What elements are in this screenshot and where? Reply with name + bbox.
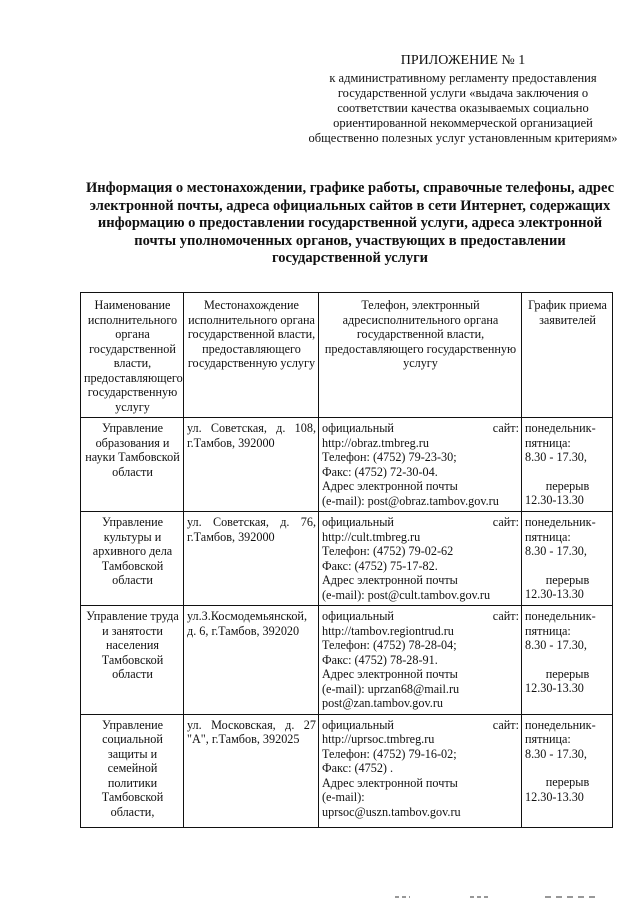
break-hours: 12.30-13.30 <box>525 681 584 695</box>
schedule-hours: 8.30 - 17.30, <box>525 638 587 652</box>
break-label: перерыв <box>545 572 590 587</box>
appendix-line: государственной услуги «выдача заключения о <box>337 86 589 100</box>
email-link-secondary[interactable]: post@zan.tambov.gov.ru <box>322 696 443 710</box>
site-label: официальный <box>322 609 394 623</box>
site-label: официальный <box>322 515 394 529</box>
appendix-line: соответствии качества оказываемых социально <box>337 101 589 115</box>
email-link-secondary[interactable]: uprsoc@uszn.tambov.gov.ru <box>322 804 461 819</box>
site-label: официальный <box>322 421 394 435</box>
break-hours: 12.30-13.30 <box>525 493 584 507</box>
table-row <box>81 418 613 512</box>
agency-schedule <box>522 512 613 606</box>
agency-address: ул. Московская, д. 27 "А", г.Тамбов, 392025 <box>184 714 319 827</box>
scan-edge-marks <box>0 895 640 899</box>
agency-schedule <box>522 418 613 512</box>
fax-text: Факс: (4752) 78-28-91. <box>322 652 438 667</box>
phone-text: Телефон: (4752) 78-28-04; <box>322 638 457 652</box>
schedule-days: понедельник-пятница: <box>525 421 596 450</box>
schedule-hours: 8.30 - 17.30, <box>525 450 587 464</box>
schedule-days: понедельник-пятница: <box>525 515 596 544</box>
appendix-header <box>298 52 628 146</box>
fax-text: Факс: (4752) . <box>322 761 394 775</box>
schedule-days: понедельник-пятница: <box>525 609 596 638</box>
document-title-line: государственной услуги <box>271 250 429 266</box>
break-label: перерыв <box>545 775 590 789</box>
document-title-line: информацию о предоставлении государственной услуги, адреса электронной <box>97 215 603 231</box>
schedule-hours: 8.30 - 17.30, <box>525 746 587 761</box>
phone-text: Телефон: (4752) 79-16-02; <box>322 746 457 761</box>
site-link[interactable]: http://cult.tmbreg.ru <box>322 529 421 544</box>
schedule-days: понедельник-пятница: <box>525 717 596 746</box>
appendix-line: к административному регламенту предоставления <box>329 71 597 85</box>
site-label-suffix: сайт: <box>492 717 519 732</box>
agency-address: ул.З.Космодемьянской, д. 6, г.Тамбов, 392020 <box>184 606 319 715</box>
agency-name: Управление труда и занятости населения Тамбовской области <box>81 606 184 715</box>
agency-name: Управление образования и науки Тамбовской области <box>81 418 184 512</box>
site-label-row <box>322 515 519 530</box>
email-link[interactable]: (e-mail): uprzan68@mail.ru <box>322 681 460 696</box>
agency-schedule <box>522 714 613 827</box>
table-row <box>81 512 613 606</box>
agency-address: ул. Советская, д. 76, г.Тамбов, 392000 <box>184 512 319 606</box>
document-title-line: Информация о местонахождении, графике работы, справочные телефоны, адрес <box>85 180 615 196</box>
email-label: Адрес электронной почты <box>322 479 458 493</box>
agencies-table <box>80 292 613 828</box>
agency-contacts <box>319 714 522 827</box>
phone-text: Телефон: (4752) 79-02-62 <box>322 544 454 558</box>
agency-name: Управление культуры и архивного дела Тамбовской области <box>81 512 184 606</box>
document-title <box>80 180 620 268</box>
break-hours: 12.30-13.30 <box>525 789 584 804</box>
agency-contacts <box>319 606 522 715</box>
break-hours: 12.30-13.30 <box>525 587 584 601</box>
site-link[interactable]: http://uprsoc.tmbreg.ru <box>322 732 435 746</box>
email-label: Адрес электронной почты <box>322 667 458 681</box>
agency-name: Управление социальной защиты и семейной политики Тамбовской области, <box>81 714 184 827</box>
appendix-line: ориентированной некоммерческой организацией <box>333 116 593 130</box>
appendix-title: ПРИЛОЖЕНИЕ № 1 <box>400 53 526 68</box>
email-link[interactable]: (e-mail): post@cult.tambov.gov.ru <box>322 587 491 602</box>
agency-contacts <box>319 512 522 606</box>
email-label: Адрес электронной почты <box>322 775 458 790</box>
table-header-row <box>81 293 613 418</box>
header-contacts: Телефон, электронный адресисполнительного органа государственной власти, предоставляющего государственную услугу <box>319 293 522 418</box>
site-link[interactable]: http://obraz.tmbreg.ru <box>322 435 429 450</box>
email-label: Адрес электронной почты <box>322 573 458 587</box>
break-label: перерыв <box>545 478 590 493</box>
table-row <box>81 714 613 827</box>
agency-contacts <box>319 418 522 512</box>
site-label-suffix: сайт: <box>492 421 519 435</box>
schedule-hours: 8.30 - 17.30, <box>525 544 587 558</box>
email-link[interactable]: (e-mail): post@obraz.tambov.gov.ru <box>322 493 499 508</box>
header-schedule: График приема заявителей <box>522 293 613 418</box>
site-label-row <box>322 609 519 624</box>
header-location: Местонахождение исполнительного органа государственной власти, предоставляющего государственную услугу <box>184 293 319 418</box>
site-label-row <box>322 421 519 436</box>
document-title-line: электронной почты, адреса официальных сайтов в сети Интернет, содержащих <box>89 197 611 214</box>
site-label: официальный <box>322 717 394 732</box>
fax-text: Факс: (4752) 72-30-04. <box>322 464 438 479</box>
email-link[interactable]: (e-mail): <box>322 790 365 804</box>
agency-schedule <box>522 606 613 715</box>
document-title-line: почты уполномоченных органов, участвующих в предоставлении <box>134 232 566 249</box>
fax-text: Факс: (4752) 75-17-82. <box>322 558 438 573</box>
appendix-line: общественно полезных услуг установленным критериям» <box>308 131 618 145</box>
header-agency-name: Наименование исполнительного органа государственной власти, предоставляющего государственную услугу <box>81 293 184 418</box>
site-label-suffix: сайт: <box>492 515 519 529</box>
site-link[interactable]: http://tambov.regiontrud.ru <box>322 623 454 638</box>
site-label-suffix: сайт: <box>492 609 519 623</box>
agency-address: ул. Советская, д. 108, г.Тамбов, 392000 <box>184 418 319 512</box>
table-row <box>81 606 613 715</box>
site-label-row <box>322 718 519 733</box>
phone-text: Телефон: (4752) 79-23-30; <box>322 450 457 464</box>
break-label: перерыв <box>545 666 590 681</box>
